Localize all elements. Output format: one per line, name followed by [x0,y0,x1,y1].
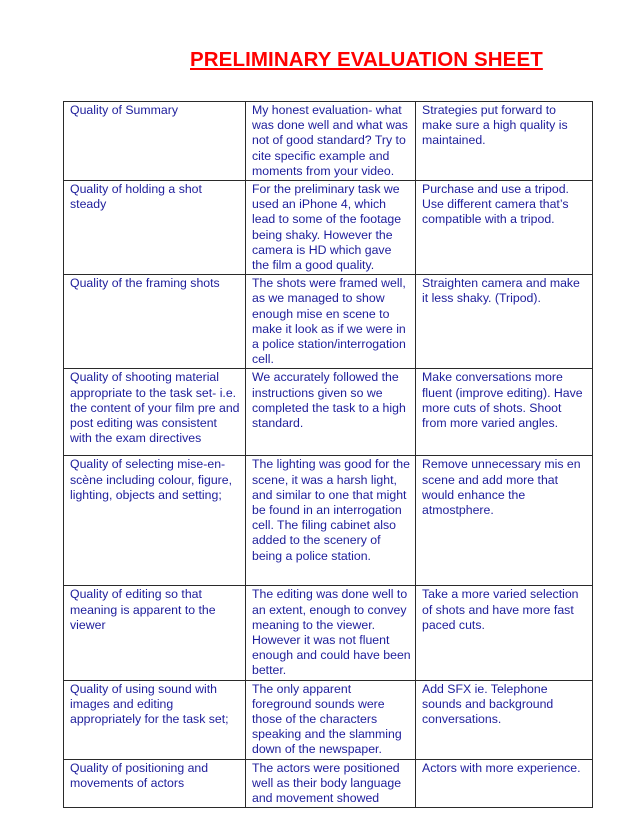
strategies-cell: Purchase and use a tripod. Use different camera that’s compatible with a tripod. [416,181,593,275]
strategies-cell: Actors with more experience. [416,759,593,808]
strategies-cell: Make conversations more fluent (improve editing). Have more cuts of shots. Shoot from more varied angles. [416,369,593,456]
evaluation-table [63,101,593,808]
criterion-cell: Quality of holding a shot steady [64,181,246,275]
table-row [64,181,593,275]
strategies-cell: Take a more varied selection of shots and have more fast paced cuts. [416,586,593,680]
page-title: PRELIMINARY EVALUATION SHEET [190,48,543,71]
table-row [64,680,593,759]
evaluation-cell: The editing was done well to an extent, enough to convey meaning to the viewer. However it was not fluent enough and could have been better. [246,586,416,680]
table-row [64,275,593,369]
strategies-cell: Strategies put forward to make sure a high quality is maintained. [416,102,593,181]
evaluation-cell: My honest evaluation- what was done well and what was not of good standard? Try to cite specific example and moments from your video. [246,102,416,181]
evaluation-cell: We accurately followed the instructions given so we completed the task to a high standard. [246,369,416,456]
strategies-cell: Remove unnecessary mis en scene and add more that would enhance the atmostphere. [416,456,593,586]
table-row [64,456,593,586]
evaluation-cell: The actors were positioned well as their body language and movement showed [246,759,416,808]
evaluation-cell: The only apparent foreground sounds were those of the characters speaking and the slamming down of the newspaper. [246,680,416,759]
evaluation-cell: The lighting was good for the scene, it was a harsh light, and similar to one that might be found in an interrogation cell. The filing cabinet also added to the scenery of being a police station. [246,456,416,586]
criterion-cell: Quality of using sound with images and editing appropriately for the task set; [64,680,246,759]
table-row [64,586,593,680]
criterion-cell: Quality of editing so that meaning is apparent to the viewer [64,586,246,680]
criterion-cell: Quality of the framing shots [64,275,246,369]
evaluation-cell: The shots were framed well, as we managed to show enough mise en scene to make it look as if we were in a police station/interrogation cell. [246,275,416,369]
criterion-cell: Quality of positioning and movements of actors [64,759,246,808]
strategies-cell: Straighten camera and make it less shaky. (Tripod). [416,275,593,369]
criterion-cell: Quality of shooting material appropriate to the task set- i.e. the content of your film pre and post editing was consistent with the exam directives [64,369,246,456]
criterion-cell: Quality of selecting mise-en-scène including colour, figure, lighting, objects and setting; [64,456,246,586]
criterion-cell: Quality of Summary [64,102,246,181]
evaluation-cell: For the preliminary task we used an iPhone 4, which lead to some of the footage being shaky. However the camera is HD which gave the film a good quality. [246,181,416,275]
strategies-cell: Add SFX ie. Telephone sounds and background conversations. [416,680,593,759]
table-row [64,369,593,456]
table-row [64,759,593,808]
table-row [64,102,593,181]
